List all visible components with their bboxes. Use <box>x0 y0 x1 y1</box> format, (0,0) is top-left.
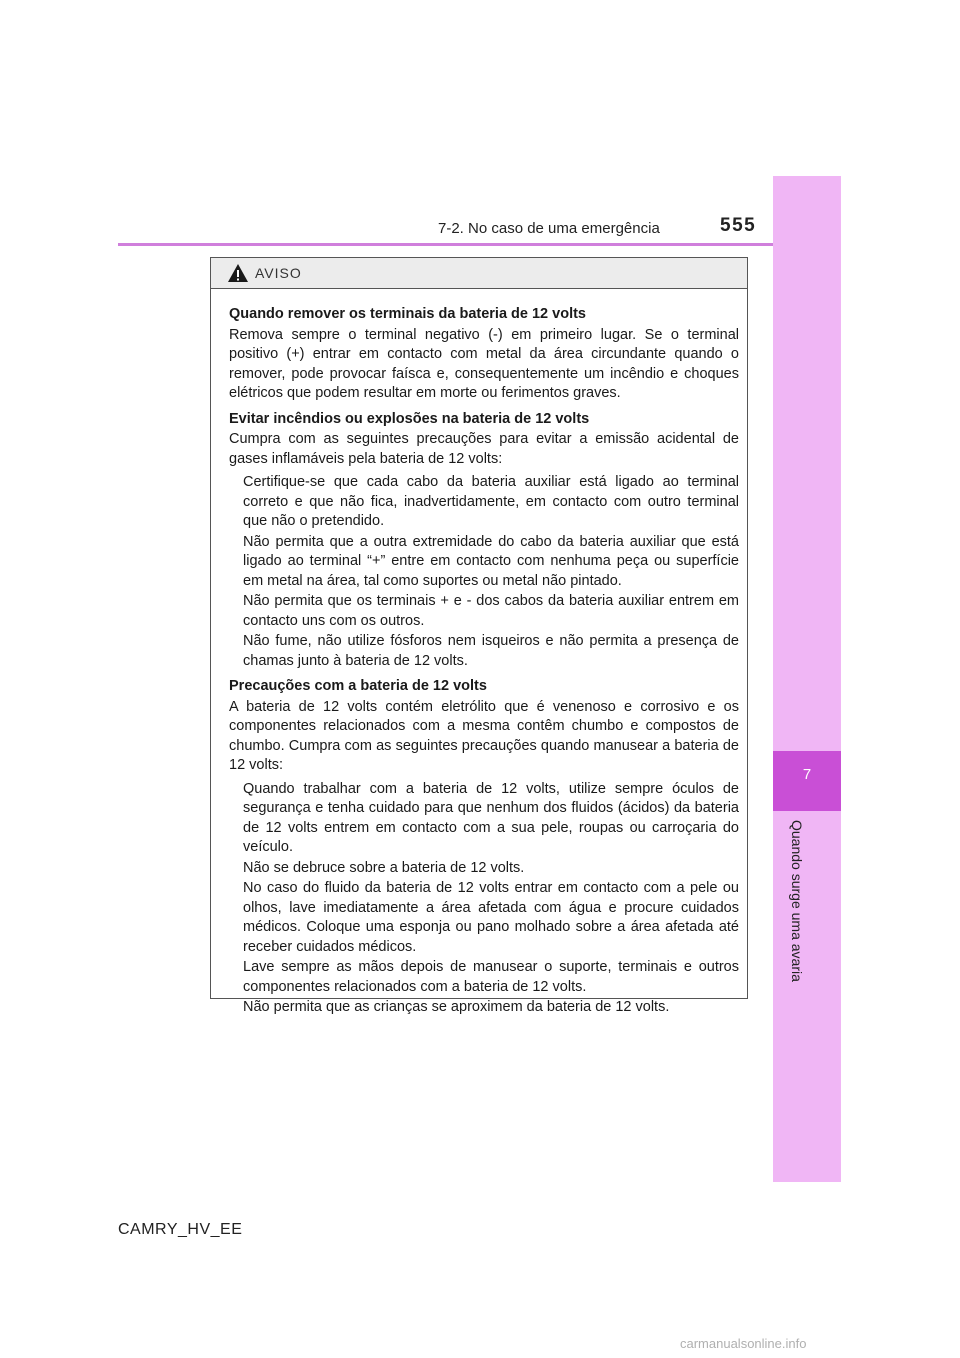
warning-section-title: Quando remover os terminais da bateria de 12 volts <box>229 306 586 322</box>
page-number: 555 <box>720 215 757 236</box>
chapter-title: Quando surge uma avaria <box>789 820 805 982</box>
warning-list-item: Não permita que os terminais + e - dos cabos da bateria auxiliar entrem em contacto uns com os outros. <box>243 593 739 629</box>
warning-section-text: Cumpra com as seguintes precauções para evitar a emissão acidental de gases inflamáveis pela bateria de 12 volts: <box>229 431 739 467</box>
chapter-side-tab <box>773 176 841 1182</box>
warning-list-item: Não se debruce sobre a bateria de 12 volts. <box>243 859 525 876</box>
warning-header <box>211 258 747 289</box>
warning-list-item: Certifique-se que cada cabo da bateria auxiliar está ligado ao terminal correto e que não fica, inadvertidamente, em contacto com outro terminal que não o pretendido. <box>243 474 739 529</box>
watermark: carmanualsonline.info <box>680 1336 807 1351</box>
warning-item-list <box>229 780 739 1018</box>
section-title: 7-2. No caso de uma emergência <box>438 220 660 237</box>
warning-list-item: Quando trabalhar com a bateria de 12 volts, utilize sempre óculos de segurança e tenha cuidado para que nenhum dos fluidos (ácidos) da bateria de 12 volts entrem em contacto com a sua pele, roupas ou carroçaria do veículo. <box>243 780 739 855</box>
warning-body <box>211 289 747 1018</box>
warning-list-item: Não permita que as crianças se aproximem da bateria de 12 volts. <box>243 999 670 1015</box>
warning-list-item: Lave sempre as mãos depois de manusear o suporte, terminais e outros componentes relacionados com a bateria de 12 volts. <box>243 959 739 995</box>
warning-section-title: Evitar incêndios ou explosões na bateria de 12 volts <box>229 410 590 427</box>
header-rule <box>118 243 840 246</box>
warning-list-item: Não permita que a outra extremidade do cabo da bateria auxiliar que está ligado ao terminal “+” entre em contacto com nenhuma peça ou superfície em metal na área, tal como suportes ou metal não pintado. <box>243 533 739 589</box>
warning-section-text: Remova sempre o terminal negativo (-) em primeiro lugar. Se o terminal positivo (+) entrar em contacto com metal da área circundante quando o remover, pode provocar faísca e, consequentemente um incêndio e choques elétricos que podem resultar em morte ou ferimentos graves. <box>229 326 739 401</box>
document-code: CAMRY_HV_EE <box>118 1221 243 1238</box>
warning-triangle-icon <box>227 263 249 283</box>
warning-section-text: A bateria de 12 volts contém eletrólito que é venenoso e corrosivo e os componentes relacionados com a mesma contêm chumbo e compostos de chumbo. Cumpra com as seguintes precauções quando manusear a bateria de 12 volts: <box>229 698 739 773</box>
warning-item-list <box>229 473 739 671</box>
chapter-number: 7 <box>802 766 812 783</box>
warning-section-title: Precauções com a bateria de 12 volts <box>229 678 487 694</box>
warning-label: AVISO <box>255 265 302 281</box>
warning-box <box>210 257 748 1015</box>
warning-list-item: Não fume, não utilize fósforos nem isqueiros e não permita a presença de chamas junto à bateria de 12 volts. <box>243 633 739 669</box>
warning-list-item: No caso do fluido da bateria de 12 volts entrar em contacto com a pele ou olhos, lave imediatamente a área afetada com água e procure cuidados médicos. Coloque uma esponja ou pano molhado sobre a área afetada até receber cuidados médicos. <box>243 880 739 955</box>
